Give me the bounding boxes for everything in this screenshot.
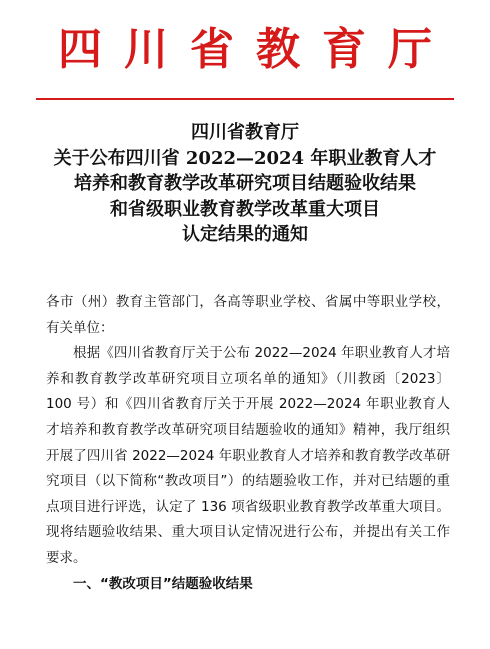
salutation: 各市（州）教育主管部门，各高等职业学校、省属中等职业学校，有关单位： xyxy=(46,294,450,336)
body-paragraph: 根据《四川省教育厅关于公布 2022—2024 年职业教育人才培养和教育教学改革研究项目立项名单的通知》（川教函〔2023〕100 号）和《四川省教育厅关于开展 2022—2024 年职业教育人才培养和教育教学改革研究项目结题验收的通知》精神，我厅组织开展了四川省 2022—2024 年职业教育人才培养和教育教学改革研究项目（以下简称“教改项目”）的结题验收工作，并对已结题的重点项目进行评选，认定了 136 项省级职业教育教学改革重大项目。现将结题验收结果、重大项目认定情况进行公布，并提出有关工作要求。 xyxy=(46,345,450,566)
title-line-5: 认定结果的通知 xyxy=(182,224,308,245)
title-line-4: 和省级职业教育教学改革重大项目 xyxy=(110,198,380,220)
title-line-3: 培养和教育教学改革研究项目结题验收结果 xyxy=(74,173,416,194)
section-heading: 一、“教改项目”结题验收结果 xyxy=(73,575,253,592)
red-divider-rule xyxy=(36,98,454,100)
title-line-2: 关于公布四川省 2022—2024 年职业教育人才 xyxy=(53,147,437,169)
notice-title xyxy=(0,120,490,248)
notice-body xyxy=(46,290,450,597)
masthead-title: 四川省教育厅 xyxy=(58,24,454,75)
title-line-issuer: 四川省教育厅 xyxy=(191,122,299,143)
